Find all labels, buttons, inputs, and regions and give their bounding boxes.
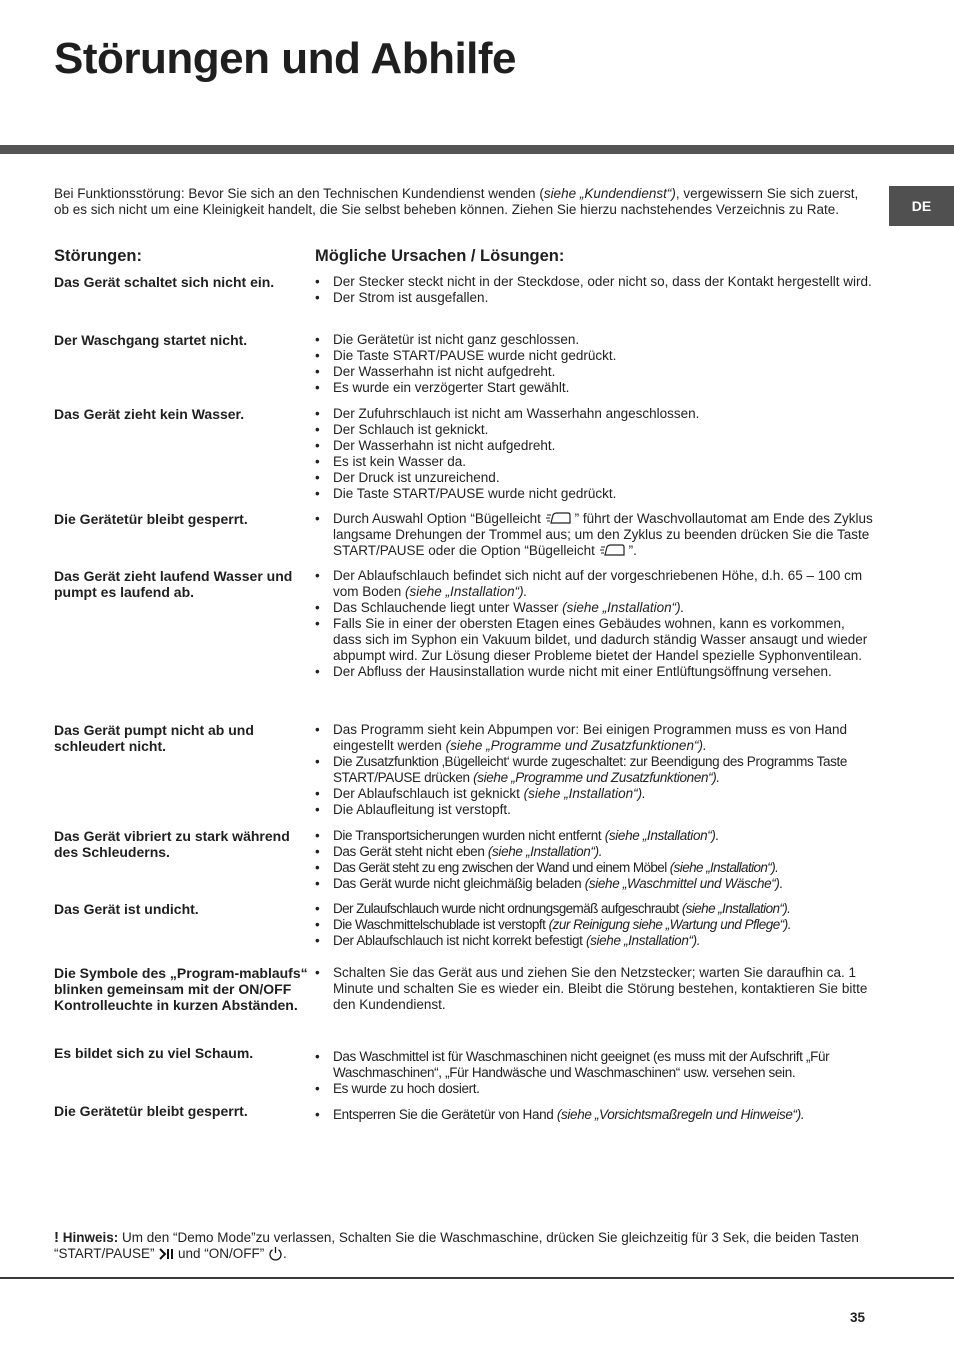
iron-icon <box>599 543 629 557</box>
solution-item: • Die Taste START/PAUSE wurde nicht gedrückt. <box>315 486 875 502</box>
demo-mode-note: ! Hinweis: Um den “Demo Mode”zu verlassen, Schalten Sie die Waschmaschine, drücken Sie gleichzeitig für 3 Sek, die beiden Tasten “START/PAUSE” und “ON/OFF” . <box>54 1229 859 1261</box>
solution-list <box>315 1049 875 1097</box>
page-number: 35 <box>850 1310 866 1325</box>
power-icon <box>268 1246 283 1261</box>
solution-item: • Die Taste START/PAUSE wurde nicht gedrückt. <box>315 348 875 364</box>
solution-item: • Der Druck ist unzureichend. <box>315 470 875 486</box>
solution-item: • Das Gerät steht nicht eben (siehe „Installation“). <box>315 844 875 860</box>
problem-title: Es bildet sich zu viel Schaum. <box>54 1045 254 1061</box>
solution-list <box>315 1107 875 1123</box>
intro-text-after: , vergewissern Sie sich zuerst, ob es sich nicht um eine Kleinigkeit handelt, die Sie selbst beheben können. Ziehen Sie hierzu nachstehendes Verzeichnis zu Rate. <box>54 186 859 217</box>
problem-title: Das Gerät pumpt nicht ab und schleudert nicht. <box>54 722 254 754</box>
solution-item: • Schalten Sie das Gerät aus und ziehen Sie den Netzstecker; warten Sie daraufhin ca. 1 Minute und schalten Sie es wieder ein. Bleibt die Störung bestehen, kontaktieren Sie bitte den Kundendienst. <box>315 965 875 1013</box>
solution-item: • Das Schlauchende liegt unter Wasser (siehe „Installation“). <box>315 600 875 616</box>
solution-item: • Die Zusatzfunktion ‚Bügelleicht‘ wurde zugeschaltet: zur Beendigung des Programms Taste START/PAUSE drücken (siehe „Programme und Zusatzfunktionen“). <box>315 754 875 786</box>
solution-item: • Falls Sie in einer der obersten Etagen eines Gebäudes wohnen, kann es vorkommen, dass sich im Syphon ein Vakuum bildet, und dadurch ständig Wasser ansaugt und wieder abpumpt wird. Zur Lösung dieser Probleme bietet der Handel spezielle Syphonventilean. <box>315 616 875 664</box>
intro-text-before: Bei Funktionsstörung: Bevor Sie sich an den Technischen Kundendienst wenden ( <box>54 186 544 201</box>
problem-title: Das Gerät schaltet sich nicht ein. <box>54 274 275 290</box>
problem-title: Das Gerät vibriert zu stark während des Schleuderns. <box>54 828 290 860</box>
solution-item: • Die Waschmittelschublade ist verstopft (zur Reinigung siehe „Wartung und Pflege“). <box>315 917 875 933</box>
solution-item: • Der Strom ist ausgefallen. <box>315 290 875 306</box>
header-rule <box>0 145 954 154</box>
solution-item: • Der Stecker steckt nicht in der Steckdose, oder nicht so, dass der Kontakt hergestellt wird. <box>315 274 875 290</box>
solution-list <box>315 274 875 306</box>
play-pause-icon <box>158 1247 174 1261</box>
problem-title: Das Gerät ist undicht. <box>54 901 199 917</box>
solution-list <box>315 406 875 502</box>
page-title: Störungen und Abhilfe <box>54 34 517 83</box>
footer-rule <box>0 1277 954 1279</box>
solution-item: • Der Schlauch ist geknickt. <box>315 422 875 438</box>
solution-item: • Das Gerät steht zu eng zwischen der Wand und einem Möbel (siehe „Installation“). <box>315 860 875 876</box>
iron-icon <box>545 511 575 525</box>
solutions-column-heading: Mögliche Ursachen / Lösungen: <box>315 247 565 265</box>
solution-item: • Der Ablaufschlauch ist geknickt (siehe „Installation“). <box>315 786 875 802</box>
problems-column-heading: Störungen: <box>54 247 142 265</box>
problem-title: Die Gerätetür bleibt gesperrt. <box>54 511 248 527</box>
problem-title: Das Gerät zieht laufend Wasser und pumpt es laufend ab. <box>54 568 293 600</box>
solution-list <box>315 511 875 559</box>
solution-item: • Das Gerät wurde nicht gleichmäßig beladen (siehe „Waschmittel und Wäsche“). <box>315 876 875 892</box>
note-label: Hinweis: <box>62 1230 119 1245</box>
solution-list <box>315 722 875 818</box>
intro-paragraph <box>54 186 864 218</box>
solution-item: • Es wurde zu hoch dosiert. <box>315 1081 875 1097</box>
problem-title: Die Gerätetür bleibt gesperrt. <box>54 1103 248 1119</box>
solution-item: • Durch Auswahl Option “Bügelleicht ” führt der Waschvollautomat am Ende des Zyklus langsame Drehungen der Trommel aus; um den Zyklus zu beenden drücken Sie die Taste START/PAUSE oder die Option “Bügelleicht ”. <box>315 511 875 559</box>
solution-item: • Der Wasserhahn ist nicht aufgedreht. <box>315 438 875 454</box>
solution-item: • Die Ablaufleitung ist verstopft. <box>315 802 875 818</box>
problem-title: Das Gerät zieht kein Wasser. <box>54 406 245 422</box>
solution-list <box>315 332 875 396</box>
solution-item: • Der Zufuhrschlauch ist nicht am Wasserhahn angeschlossen. <box>315 406 875 422</box>
problem-title: Die Symbole des „Program-mablaufs“ blinken gemeinsam mit der ON/OFF Kontrolleuchte in kurzen Abständen. <box>54 965 308 1013</box>
solution-item: • Die Transportsicherungen wurden nicht entfernt (siehe „Installation“). <box>315 828 875 844</box>
solution-item: • Es ist kein Wasser da. <box>315 454 875 470</box>
solution-item: • Die Gerätetür ist nicht ganz geschlossen. <box>315 332 875 348</box>
solution-item: • Der Ablaufschlauch ist nicht korrekt befestigt (siehe „Installation“). <box>315 933 875 949</box>
solution-list <box>315 901 875 949</box>
solution-item: • Das Waschmittel ist für Waschmaschinen nicht geeignet (es muss mit der Aufschrift „Für Waschmaschinen“, „Für Handwäsche und Waschmaschinen“ usw. versehen sein. <box>315 1049 875 1081</box>
solution-list <box>315 568 875 680</box>
solution-list <box>315 828 875 892</box>
solution-list <box>315 965 875 1013</box>
solution-item: • Entsperren Sie die Gerätetür von Hand (siehe „Vorsichtsmaßregeln und Hinweise“). <box>315 1107 875 1123</box>
problem-title: Der Waschgang startet nicht. <box>54 332 248 348</box>
exclamation-icon: ! <box>54 1229 59 1246</box>
solution-item: • Das Programm sieht kein Abpumpen vor: Bei einigen Programmen muss es von Hand eingestellt werden (siehe „Programme und Zusatzfunktionen“). <box>315 722 875 754</box>
solution-item: • Der Abfluss der Hausinstallation wurde nicht mit einer Entlüftungsöffnung versehen. <box>315 664 875 680</box>
solution-item: • Der Ablaufschlauch befindet sich nicht auf der vorgeschriebenen Höhe, d.h. 65 – 100 cm vom Boden (siehe „Installation“). <box>315 568 875 600</box>
language-tab: DE <box>889 186 954 226</box>
solution-item: • Der Zulaufschlauch wurde nicht ordnungsgemäß aufgeschraubt (siehe „Installation“). <box>315 901 875 917</box>
solution-item: • Es wurde ein verzögerter Start gewählt. <box>315 380 875 396</box>
solution-item: • Der Wasserhahn ist nicht aufgedreht. <box>315 364 875 380</box>
intro-reference: siehe „Kundendienst“) <box>543 186 676 201</box>
